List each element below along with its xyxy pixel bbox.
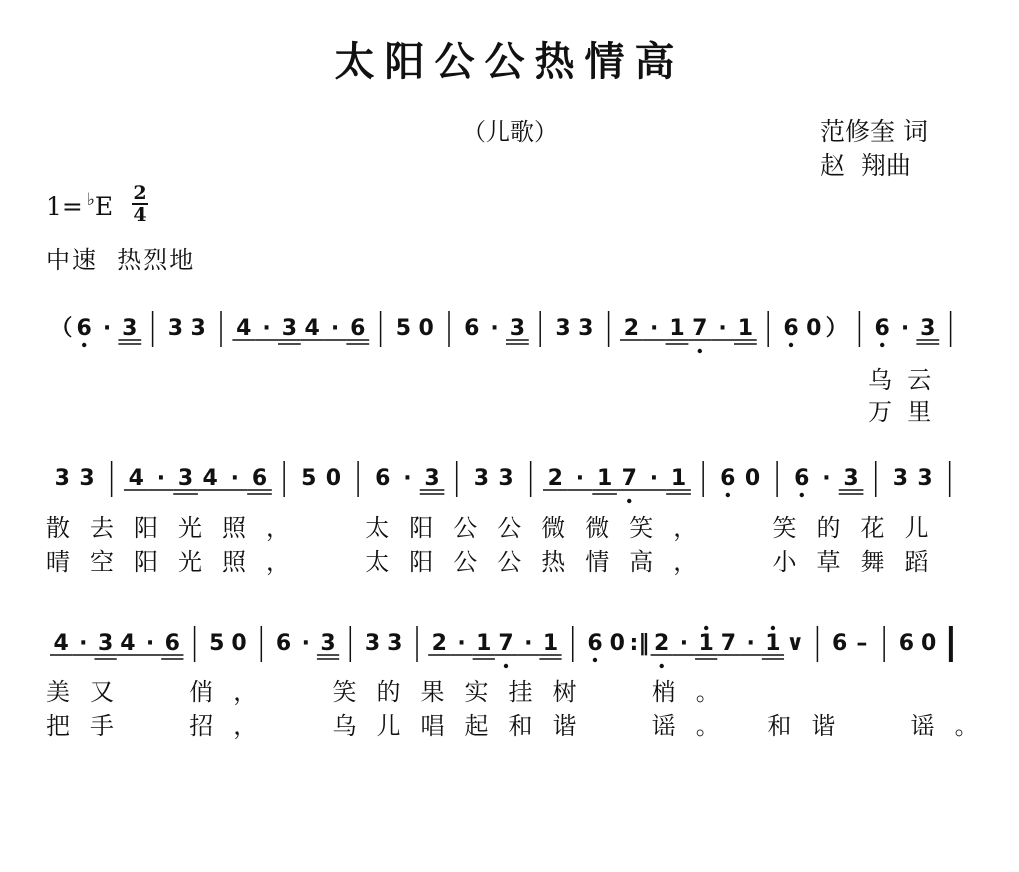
note: 1 <box>596 466 613 491</box>
note: 0 <box>744 466 761 491</box>
song-title: 太阳公公热情高 <box>334 39 685 85</box>
note: 3 <box>79 466 95 491</box>
note: 6 <box>832 631 848 656</box>
note: 3 <box>843 466 859 491</box>
note: · <box>156 466 166 491</box>
octave-dot <box>880 343 884 347</box>
note: 4 <box>236 316 252 341</box>
octave-dot <box>82 343 86 347</box>
octave-dot <box>698 349 702 353</box>
note: 4 <box>120 631 136 656</box>
flat-sign: ♭ <box>86 190 95 210</box>
key-prefix: 1= <box>46 192 83 221</box>
note: 0 <box>806 316 822 341</box>
note: · <box>403 466 412 491</box>
genre-label: （儿歌） <box>462 118 558 146</box>
note: 6 <box>375 466 391 491</box>
octave-dot <box>800 493 804 497</box>
note: :‖ <box>629 631 650 656</box>
note: 7 <box>621 466 637 491</box>
note: 6 <box>720 466 736 491</box>
key-note: E <box>94 192 114 221</box>
note: 1 <box>737 316 754 341</box>
note: · <box>490 316 499 341</box>
note: · <box>79 631 88 656</box>
note: 1 <box>765 631 781 656</box>
note: 1 <box>670 466 687 491</box>
note: – <box>856 631 868 656</box>
lyric-line-2-verse-1: 散去阳光照， 太阳公公微微笑， 笑的花儿 <box>46 514 949 542</box>
note: · <box>102 316 112 341</box>
note: · <box>650 316 659 341</box>
note: 3 <box>387 631 403 656</box>
note: 3 <box>177 466 194 491</box>
note: · <box>575 466 585 491</box>
note: 7 <box>692 316 708 341</box>
note: 3 <box>473 466 490 491</box>
note: · <box>457 631 466 656</box>
note: · <box>301 631 310 656</box>
note: 4 <box>202 466 218 491</box>
note: ） <box>825 316 848 341</box>
note: 2 <box>623 316 640 341</box>
note: 4 <box>53 631 69 656</box>
note: · <box>230 466 240 491</box>
note: 3 <box>122 316 138 341</box>
lyric-line-3-verse-1: 美又 俏， 笑的果实挂树 梢。 <box>46 678 740 706</box>
note: 3 <box>424 466 440 491</box>
note: 3 <box>54 466 70 491</box>
note: 3 <box>892 466 909 491</box>
composer-credit: 赵 翔曲 <box>820 151 911 180</box>
note: 6 <box>587 631 603 656</box>
note: 7 <box>498 631 514 656</box>
octave-dot <box>593 658 597 662</box>
octave-dot <box>627 499 631 503</box>
lyric-line-1-verse-2: 万 里 <box>868 398 932 426</box>
octave-dot <box>704 626 708 630</box>
note: 6 <box>76 316 92 341</box>
note: 3 <box>917 466 933 491</box>
lyric-line-1-verse-1: 乌 云 <box>868 366 932 394</box>
tempo-marking: 中速 热烈地 <box>46 246 196 274</box>
note: 1 <box>698 631 714 656</box>
note: 6 <box>164 631 180 656</box>
note: 6 <box>898 631 915 656</box>
note: 0 <box>418 316 434 341</box>
note: 3 <box>555 316 571 341</box>
note: 2 <box>547 466 563 491</box>
note: 3 <box>281 316 298 341</box>
note: 1 <box>669 316 685 341</box>
note: · <box>330 316 340 341</box>
note: 6 <box>874 316 890 341</box>
note: 2 <box>654 631 670 656</box>
note: 2 <box>431 631 447 656</box>
meter-bottom: 4 <box>133 204 147 226</box>
note: 5 <box>209 631 225 656</box>
note: 0 <box>231 631 247 656</box>
note: 4 <box>304 316 320 341</box>
note: 3 <box>578 316 594 341</box>
note: 3 <box>364 631 381 656</box>
note: 3 <box>920 316 936 341</box>
note: 5 <box>395 316 412 341</box>
note: · <box>524 631 533 656</box>
note: ∨ <box>786 631 805 656</box>
note: · <box>145 631 155 656</box>
note: · <box>262 316 271 341</box>
note: 0 <box>609 631 625 656</box>
note: 6 <box>794 466 810 491</box>
note: 7 <box>720 631 737 656</box>
note: · <box>900 316 910 341</box>
note: 6 <box>251 466 268 491</box>
octave-dot <box>660 664 664 668</box>
note: 3 <box>509 316 526 341</box>
note: 6 <box>783 316 799 341</box>
note: 0 <box>325 466 342 491</box>
note: · <box>679 631 689 656</box>
note: 1 <box>542 631 559 656</box>
note: 3 <box>167 316 184 341</box>
octave-dot <box>789 343 793 347</box>
note: 6 <box>275 631 292 656</box>
note: 6 <box>464 316 480 341</box>
lyricist-credit: 范修奎 词 <box>820 117 928 146</box>
note: 0 <box>920 631 937 656</box>
note: 3 <box>190 316 206 341</box>
octave-dot <box>504 664 508 668</box>
note: 3 <box>320 631 336 656</box>
note: 4 <box>128 466 144 491</box>
note: 3 <box>498 466 514 491</box>
note: · <box>649 466 659 491</box>
lyric-line-2-verse-2: 晴空阳光照， 太阳公公热情高， 小草舞蹈 <box>46 548 949 576</box>
note: （ <box>50 316 73 341</box>
meter-top: 2 <box>133 182 147 204</box>
note: · <box>746 631 755 656</box>
note: · <box>822 466 831 491</box>
note: 6 <box>350 316 366 341</box>
lyric-line-3-verse-2: 把手 招， 乌儿唱起和谐 谣。 和谐 谣。 <box>46 712 999 740</box>
note: · <box>718 316 727 341</box>
octave-dot <box>771 626 775 630</box>
note: 1 <box>476 631 492 656</box>
note: 5 <box>301 466 317 491</box>
octave-dot <box>726 493 730 497</box>
note: 3 <box>97 631 114 656</box>
